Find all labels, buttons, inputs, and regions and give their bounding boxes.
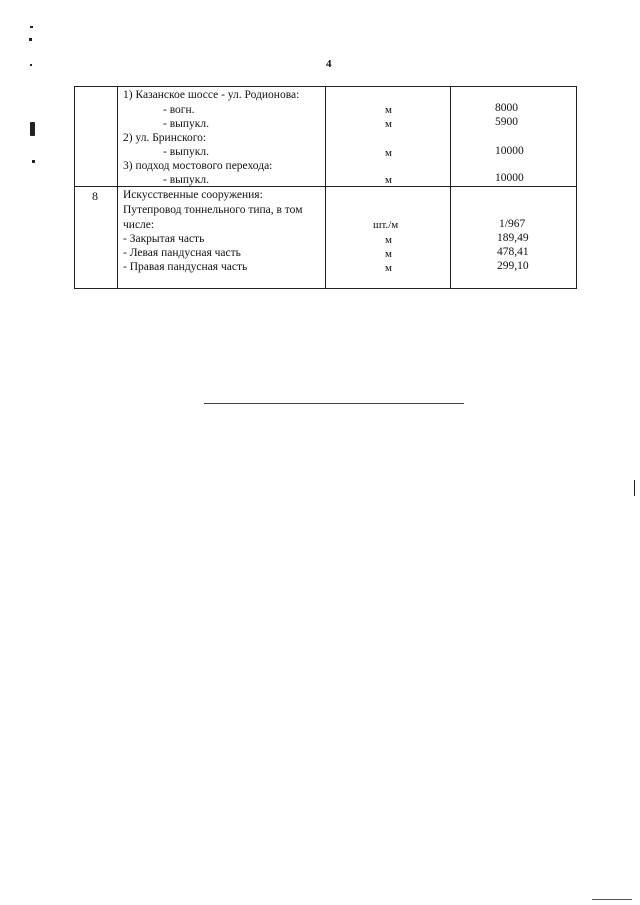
data-table bbox=[74, 86, 577, 289]
row-line-text: - выпукл. bbox=[163, 174, 209, 186]
value-cell: 478,41 bbox=[497, 246, 529, 258]
value-cell: 10000 bbox=[495, 145, 524, 157]
value-cell: 299,10 bbox=[497, 260, 529, 272]
row-line-text: - Закрытая часть bbox=[123, 233, 205, 245]
scan-speck bbox=[30, 64, 32, 66]
row-line-text: Путепровод тоннельного типа, в том bbox=[123, 204, 303, 216]
value-cell: 1/967 bbox=[499, 218, 526, 230]
column-divider bbox=[325, 87, 326, 288]
unit-cell: м bbox=[385, 147, 392, 159]
separator-line bbox=[204, 403, 464, 404]
scan-speck bbox=[30, 122, 35, 136]
unit-cell: м bbox=[385, 248, 392, 260]
value-cell: 8000 bbox=[495, 102, 518, 114]
value-cell: 189,49 bbox=[497, 232, 529, 244]
unit-cell: м bbox=[385, 262, 392, 274]
unit-cell: м bbox=[385, 118, 392, 130]
scan-speck bbox=[30, 26, 33, 28]
row-line-text: - Левая пандусная часть bbox=[123, 247, 241, 259]
scan-speck bbox=[29, 38, 32, 41]
unit-cell: м bbox=[385, 104, 392, 116]
scan-speck bbox=[32, 160, 35, 163]
page-number: 4 bbox=[326, 58, 332, 70]
row-line-text: - Правая пандусная часть bbox=[123, 261, 248, 273]
column-divider bbox=[450, 87, 451, 288]
column-divider bbox=[117, 87, 118, 288]
row-line-text: 2) ул. Бринского: bbox=[123, 132, 207, 144]
row-line-text: - выпукл. bbox=[163, 118, 209, 130]
value-cell: 5900 bbox=[495, 116, 518, 128]
unit-cell: шт./м bbox=[373, 219, 399, 231]
row-line-text: - вогн. bbox=[163, 104, 195, 116]
value-cell: 10000 bbox=[495, 172, 524, 184]
row-line-text: числе: bbox=[123, 219, 155, 231]
unit-cell: м bbox=[385, 174, 392, 186]
unit-cell: м bbox=[385, 234, 392, 246]
row-line-text: 1) Казанское шоссе - ул. Родионова: bbox=[123, 89, 300, 101]
row-line-text: 3) подход мостового перехода: bbox=[123, 160, 273, 172]
scan-speck bbox=[634, 480, 635, 496]
row-line-text: - выпукл. bbox=[163, 146, 209, 158]
scan-speck bbox=[592, 899, 632, 900]
row-number: 8 bbox=[92, 189, 98, 203]
row-line-text: Искусственные сооружения: bbox=[123, 189, 263, 201]
